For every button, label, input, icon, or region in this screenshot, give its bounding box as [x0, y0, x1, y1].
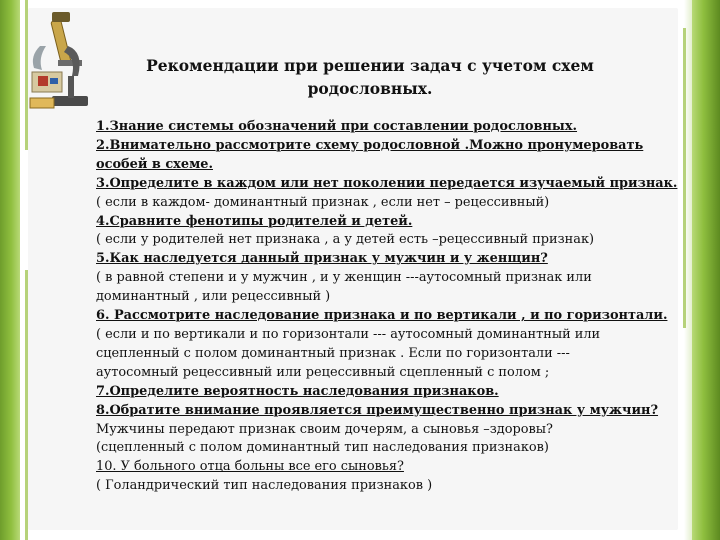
recommendation-line: 3.Определите в каждом или нет поколении передается изучаемый признак.	[96, 175, 678, 191]
decor-line-right	[683, 28, 686, 328]
recommendation-line: 2.Внимательно рассмотрите схему родословной .Можно пронумеровать	[96, 137, 644, 153]
recommendation-line: 4.Сравните фенотипы родителей и детей.	[96, 213, 413, 229]
recommendation-line: 8.Обратите внимание проявляется преимущественно признак у мужчин?	[96, 402, 659, 418]
microscope-icon	[28, 6, 90, 116]
page-title	[120, 54, 620, 100]
recommendation-line: ( в равной степени и у мужчин , и у женщин ---аутосомный признак или	[96, 270, 592, 286]
right-green-frame	[692, 0, 720, 540]
recommendation-line: ( если в каждом- доминантный признак , если нет – рецессивный)	[96, 194, 550, 210]
title-line-2: родословных.	[307, 79, 433, 98]
recommendation-line: 6. Рассмотрите наследование признака и по вертикали , и по горизонтали.	[96, 308, 668, 324]
recommendation-line: доминантный , или рецессивный )	[96, 289, 331, 305]
recommendation-line: Мужчины передают признак своим дочерям, а сыновья –здоровы?	[96, 421, 553, 437]
recommendation-line: (сцепленный с полом доминантный тип наследования признаков)	[96, 440, 549, 456]
recommendation-line: ( если у родителей нет признака , а у детей есть –рецессивный признак)	[96, 232, 595, 248]
recommendation-line: аутосомный рецессивный или рецессивный сцепленный с полом ;	[96, 364, 550, 380]
recommendation-line: 5.Как наследуется данный признак у мужчин и у женщин?	[96, 251, 548, 267]
recommendation-line: ( Голандрический тип наследования признаков )	[96, 478, 433, 494]
recommendation-line: особей в схеме.	[96, 156, 213, 172]
recommendation-line: 7.Определите вероятность наследования признаков.	[96, 383, 499, 399]
recommendation-line: сцепленный с полом доминантный признак . Если по горизонтали ---	[96, 345, 570, 361]
left-green-frame	[0, 0, 20, 540]
recommendation-line: ( если и по вертикали и по горизонтали --- аутосомный доминантный или	[96, 326, 601, 342]
recommendation-line: 10. У больного отца больны все его сыновья?	[96, 459, 404, 475]
title-line-1: Рекомендации при решении задач с учетом схем	[146, 56, 594, 75]
recommendation-line: 1.Знание системы обозначений при составлении родословных.	[96, 119, 578, 134]
recommendations-list	[96, 118, 678, 496]
